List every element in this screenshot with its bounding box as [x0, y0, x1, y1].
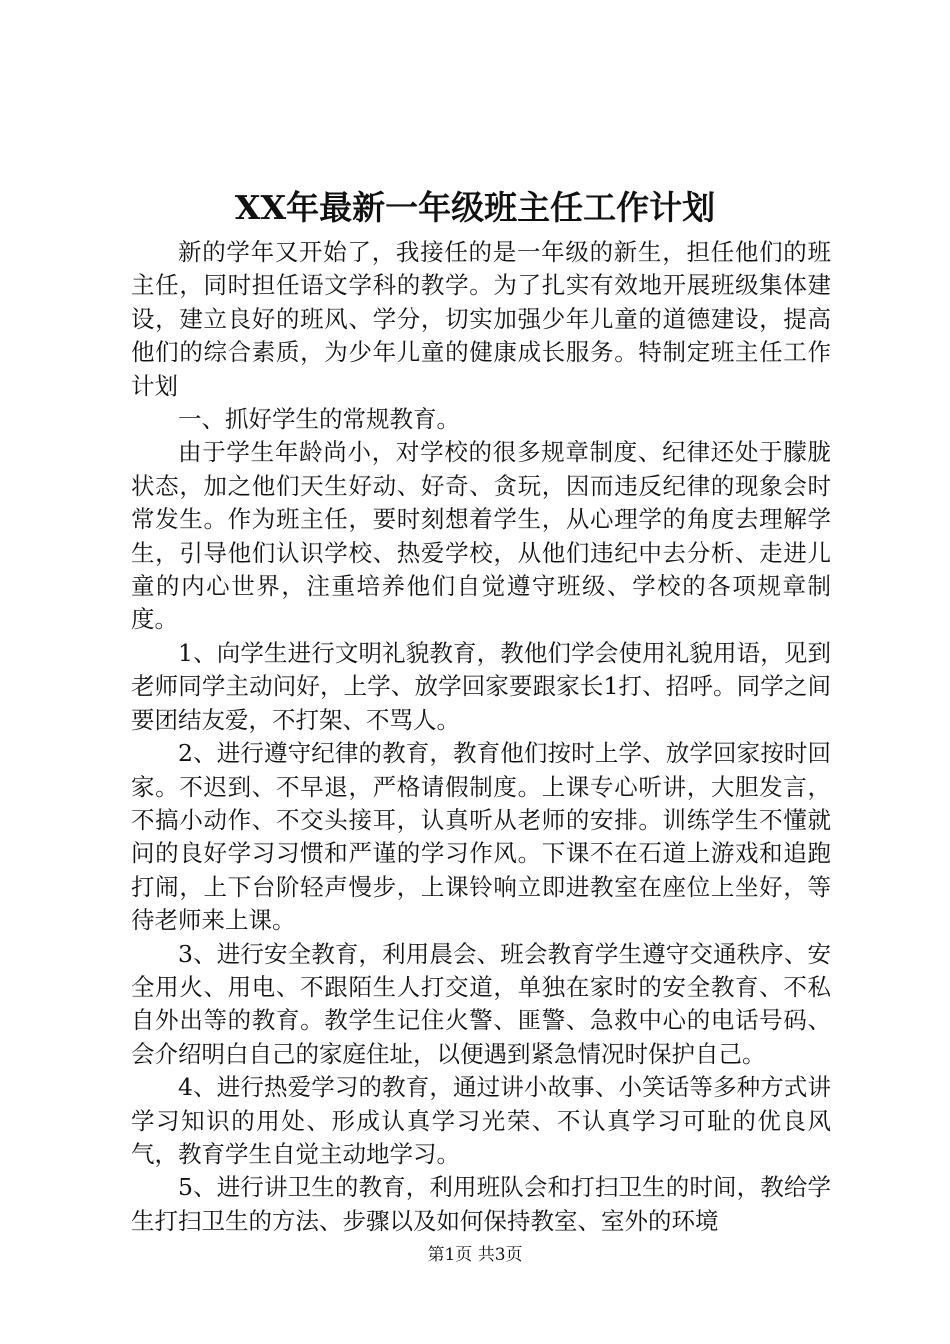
page-number-footer: 第1页 共3页 [427, 1245, 523, 1265]
section-heading-1: 一、抓好学生的常规教育。 [178, 405, 460, 434]
paragraph-intro: 新的学年又开始了，我接任的是一年级的新生，担任他们的班主任，同时担任语文学科的教学。为了扎实有效地开展班级集体建设，建立良好的班风、学分，切实加强少年儿童的道德建设，提高他们的综合素质，为少年儿童的健康成长服务。特制定班主任工作计划 [131, 238, 831, 400]
paragraph-item-1: 1、向学生进行文明礼貌教育，教他们学会使用礼貌用语，见到老师同学主动问好，上学、放学回家要跟家长1打、招呼。同学之间要团结友爱，不打架、不骂人。 [131, 638, 831, 734]
paragraph-item-3: 3、进行安全教育，利用晨会、班会教育学生遵守交通秩序、安全用火、用电、不跟陌生人打交道，单独在家时的安全教育、不私自外出等的教育。教学生记住火警、匪警、急救中心的电话号码、会介绍明白自己的家庭住址，以便遇到紧急情况时保护自己。 [131, 939, 831, 1068]
paragraph-section-1: 由于学生年龄尚小，对学校的很多规章制度、纪律还处于朦胧状态，加之他们天生好动、好奇、贪玩，因而违反纪律的现象会时常发生。作为班主任，要时刻想着学生，从心理学的角度去理解学生，引导他们认识学校、热爱学校，从他们违纪中去分析、走进儿童的内心世界，注重培养他们自觉遵守班级、学校的各项规章制度。 [131, 438, 831, 634]
paragraph-item-4: 4、进行热爱学习的教育，通过讲小故事、小笑话等多种方式讲学习知识的用处、形成认真学习光荣、不认真学习可耻的优良风气，教育学生自觉主动地学习。 [131, 1073, 831, 1168]
document-title: XX年最新一年级班主任工作计划 [234, 188, 716, 227]
paragraph-item-5: 5、进行讲卫生的教育，利用班队会和打扫卫生的时间，教给学生打扫卫生的方法、步骤以及如何保持教室、室外的环境 [131, 1173, 831, 1235]
document-body [131, 236, 831, 1238]
paragraph-item-2: 2、进行遵守纪律的教育，教育他们按时上学、放学回家按时回家。不迟到、不早退，严格请假制度。上课专心听讲，大胆发言，不搞小动作、不交头接耳，认真听从老师的安排。训练学生不懂就问的良好学习习惯和严谨的学习作风。下课不在石道上游戏和追跑打闹，上下台阶轻声慢步，上课铃响立即进教室在座位上坐好，等待老师来上课。 [131, 739, 831, 935]
